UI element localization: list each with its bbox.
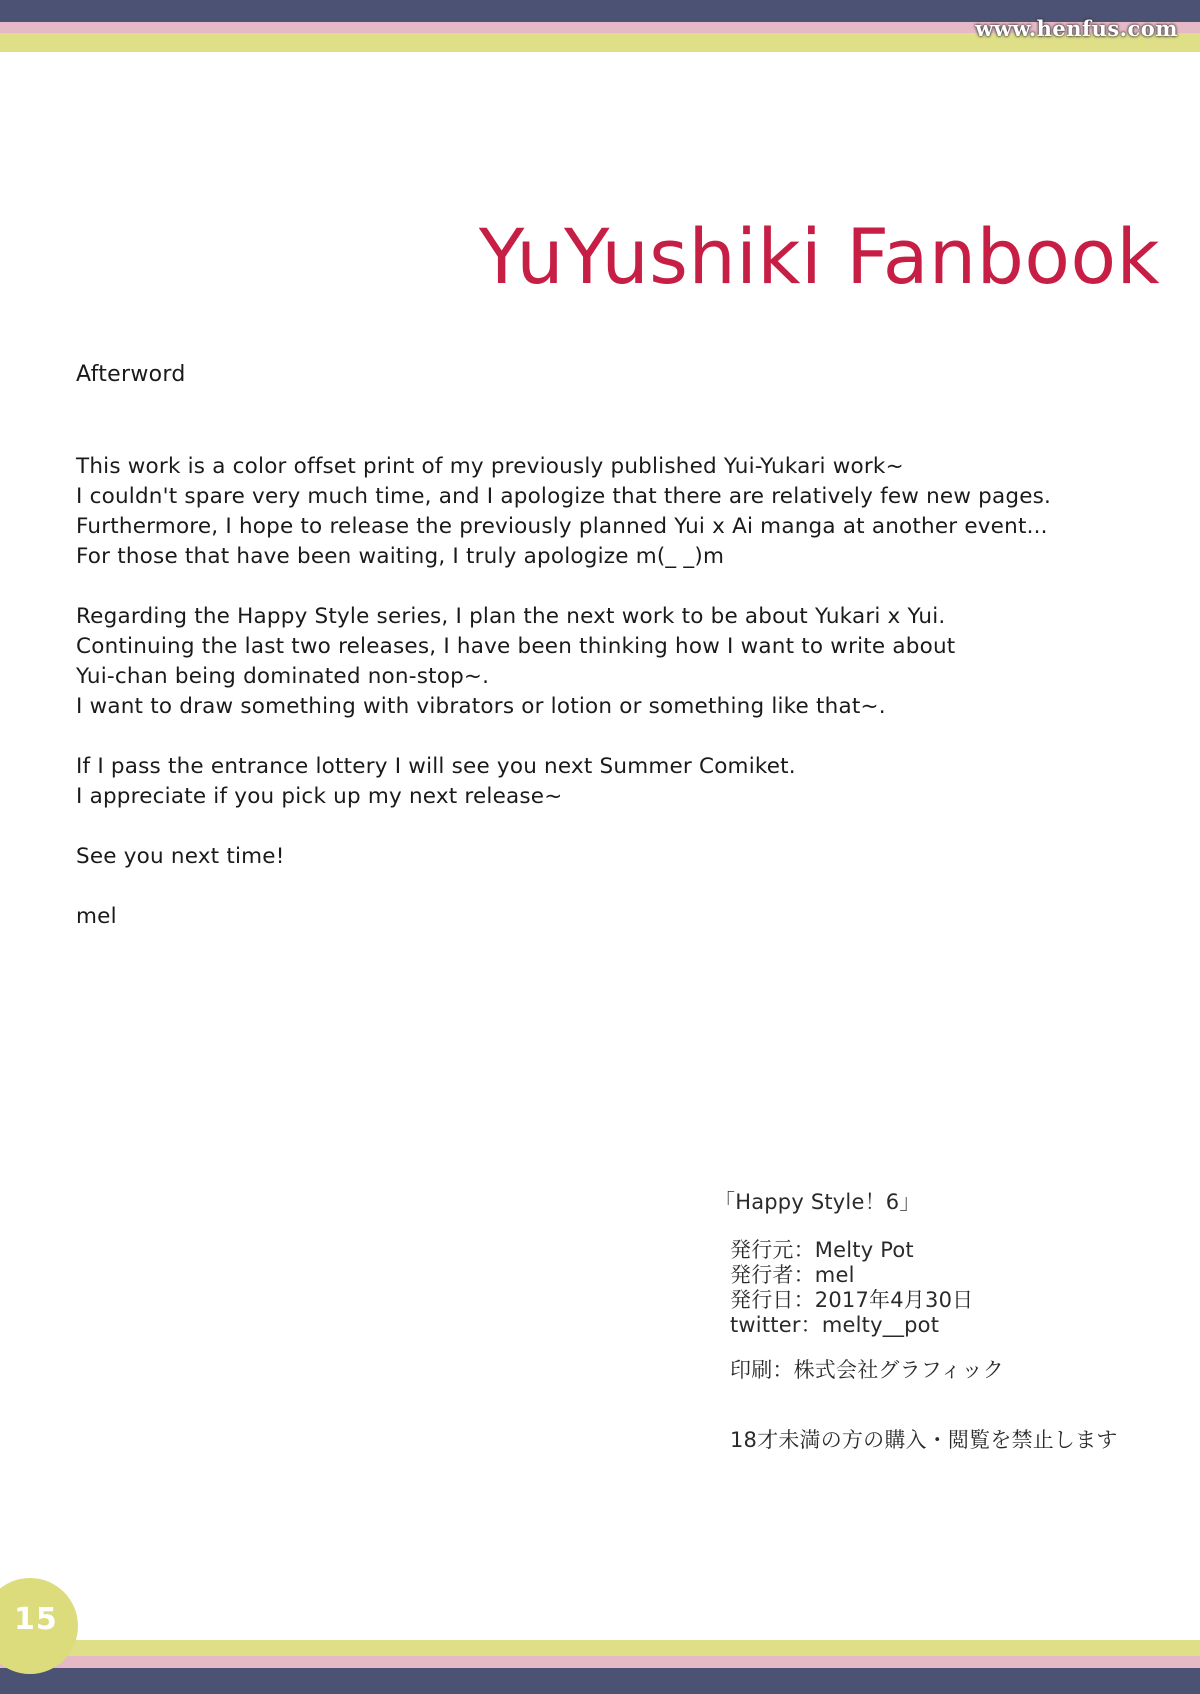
paragraph-series	[76, 602, 1116, 722]
colophon-author: 発行者：mel	[730, 1263, 855, 1287]
text-line: See you next time!	[76, 844, 285, 869]
text-line: This work is a color offset print of my previously published Yui-Yukari work~	[76, 454, 904, 479]
colophon-printer: 印刷：株式会社グラフィック	[730, 1358, 1004, 1382]
text-line: Continuing the last two releases, I have been thinking how I want to write about	[76, 634, 956, 659]
colophon-date: 発行日：2017年4月30日	[730, 1288, 974, 1312]
colophon-publisher: 発行元：Melty Pot	[730, 1238, 914, 1262]
paragraph-intro	[76, 452, 1116, 572]
paragraph-signature	[76, 902, 1116, 932]
page-number: 15	[14, 1602, 58, 1637]
text-line: I appreciate if you pick up my next release~	[76, 784, 563, 809]
text-line: Regarding the Happy Style series, I plan the next work to be about Yukari x Yui.	[76, 604, 946, 629]
afterword-heading: Afterword	[76, 362, 186, 387]
bottom-pink-band	[0, 1656, 1200, 1668]
colophon-age-warning: 18才未満の方の購入・閲覧を禁止します	[730, 1428, 1118, 1452]
paragraph-comiket	[76, 752, 1116, 812]
bottom-navy-band	[0, 1668, 1200, 1694]
colophon	[714, 1186, 1154, 1454]
fanbook-title: YuYushiki Fanbook	[478, 211, 1160, 301]
author-signature: mel	[76, 904, 117, 929]
text-line: I want to draw something with vibrators or lotion or something like that~.	[76, 694, 886, 719]
text-line: Yui-chan being dominated non-stop~.	[76, 664, 490, 689]
text-line: For those that have been waiting, I truly apologize m(_ _)m	[76, 544, 725, 569]
colophon-work-title: 「Happy Style！6」	[714, 1190, 921, 1214]
bottom-yellow-band	[0, 1640, 1200, 1656]
colophon-info	[730, 1238, 1154, 1338]
text-line: Furthermore, I hope to release the previously planned Yui x Ai manga at another event...	[76, 514, 1048, 539]
afterword-body	[76, 452, 1116, 962]
watermark: www.henfus.com	[975, 16, 1178, 41]
paragraph-farewell	[76, 842, 1116, 872]
colophon-twitter: twitter：melty__pot	[730, 1313, 940, 1337]
text-line: I couldn't spare very much time, and I apologize that there are relatively few new pages.	[76, 484, 1052, 509]
text-line: If I pass the entrance lottery I will see you next Summer Comiket.	[76, 754, 796, 779]
